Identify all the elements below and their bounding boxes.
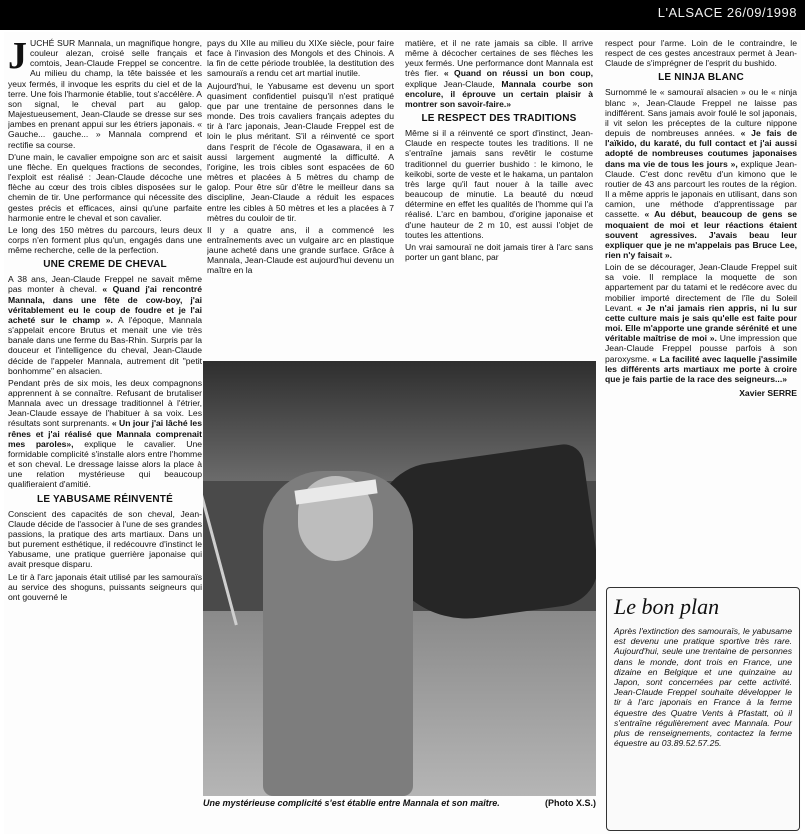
subheading-ninja-blanc: LE NINJA BLANC [658, 72, 744, 84]
text-run: explique Jean-Claude, [405, 78, 495, 89]
text-run: A 38 ans, Jean-Claude Freppel ne savait même pas monter à cheval. [8, 274, 202, 295]
paragraph [8, 274, 202, 376]
subheading-creme-de-cheval: UNE CREME DE CHEVAL [43, 259, 167, 271]
source-date-stamp: L'ALSACE 26/09/1998 [657, 5, 797, 20]
paragraph [605, 87, 797, 260]
subheading-respect-traditions: LE RESPECT DES TRADITIONS [421, 113, 577, 125]
photo-caption [203, 798, 596, 809]
text-run: Loin de se décourager, Jean-Claude Freppel suit sa voie. Il remplace la moquette de son appartement par du tatami et le redécore avec du mobilier importé directement de l'île du Soleil Levant. [605, 262, 797, 313]
column-1 [8, 38, 202, 838]
paragraph: Aujourd'hui, le Yabusame est devenu un sport quasiment confidentiel puisqu'il n'est pratiqué que par une trentaine de personnes dans le monde. Des trois cavaliers français adeptes du tir à l'arc japonais, Jean-Claude Freppel est de loin le plus méritant. S'il a réinventé ce sport dans l'esprit de l'école de Ogasawara, il en a aussi largement augmenté la difficulté. A l'origine, les trois cibles sont espacées de 60 mètres et placées à 5 mètres du champ de galop. Pour être sûr d'être le meilleur dans sa discipline, Jean-Claude a réduit les espaces entre les cibles à 50 mètres et les a placées à 7 mètres du couloir de tir. [207, 80, 394, 223]
caption-text: Une mystérieuse complicité s'est établie entre Mannala et son maître. [203, 798, 500, 808]
paragraph: Un vrai samouraï ne doit jamais tirer à l'arc sans porter un gant blanc, par [405, 241, 593, 262]
paragraph: respect pour l'arme. Loin de le contraindre, le respect de ces gestes ancestraux permet à Jean-Claude de s'imprégner de l'esprit du bushido. [605, 38, 797, 69]
quote-run: « Un jour j'ai lâché les rênes et j'ai réalisé que Mannala comprenait mes paroles», [8, 418, 202, 449]
paragraph: D'une main, le cavalier empoigne son arc et saisit une flèche. En quelques fractions de secondes, l'exploit est réalisé : Jean-Claude décoche une flèche au cœur des trois cibles disposées sur le chemin de tir. Une performance qui nécessite des gestes précis et efficaces, ainsi qu'une parfaite harmonie entre le cheval et son cavalier. [8, 151, 202, 223]
box-text: Après l'extinction des samouraïs, le yabusame est devenu une pratique sportive très rare. Aujourd'hui, seule une trentaine de personnes dans le monde, dont trois en France, une dizaine en Belgique et une quinzaine au Japon, sont concernées par cette activité. Jean-Claude Freppel souhaite développer le tir à l'arc japonais en France à la ferme équestre des Quatre Vents à Pfastatt, où il s'entraîne régulièrement avec Mannala. Pour plus de renseignements, contactez la ferme équestre au 03.89.52.57.25. [614, 626, 792, 749]
text-run: Une impression que Jean-Claude Freppel pousse parfois à son paroxysme. [605, 333, 797, 364]
quote-run: « Quand j'ai rencontré Mannala, dans une fête de cow-boy, j'ai véritablement eu le coup de foudre et je l'ai acheté sur le champ ». [8, 284, 202, 325]
paragraph: Même si il a réinventé ce sport d'instinct, Jean-Claude en respecte toutes les traditions. Il ne s'entraîne jamais sans revêtir le costume traditionnel du guerrier bushido : le kimono, le keikobi, sorte de veste et le hakama, un pantalon très large qu'il faut nouer à la taille avec beaucoup de minutie. La beauté du nœud détermine en effet les qualités de l'homme qui l'a réalisé. L'arc en bambou, d'origine japonaise et d'une hauteur de 2 m 10, est aussi l'objet de toutes les attentions. [405, 128, 593, 240]
source-header-bar [0, 0, 805, 30]
quote-run: Mannala courbe son encolure, il éprouve un certain plaisir à montrer son savoir-faire.» [405, 78, 593, 109]
sidebar-box-bon-plan [606, 587, 800, 831]
column-2 [207, 38, 394, 358]
quote-run: « Je fais de l'aïkido, du karaté, du full contact et j'ai aussi adopté de nombreuses coutumes japonaises dans ma vie de tous les jours », [605, 128, 797, 169]
quote-run: « La facilité avec laquelle j'assimile les différents arts martiaux me porte à croire que je fais partie de la race des seigneurs...» [605, 353, 797, 384]
paragraph: pays du XIIe au milieu du XIXe siècle, pour faire face à l'invasion des Mongols et des Chinois. A la fin de cette période troublée, la destitution des samouraïs a rendu cet art martial inutile. [207, 38, 394, 79]
text-run: explique Jean-Claude. C'est donc revêtu d'un kimono que le routier de 43 ans parcourt les routes de la région. Il a même appris le japonais en utilisant, dans son camion, une méthode d'apprentissage par cassette. [605, 158, 797, 220]
text-run: Surnommé le « samouraï alsacien » ou le « ninja blanc », Jean-Claude Freppel ne laisse pas indifférent. Sans jamais avoir foulé le sol japonais, il vit selon les préceptes de la culture nippone depuis de nombreuses années. [605, 87, 797, 139]
text-run: A l'époque, Mannala s'appelait encore Brutus et menait une vie très banale dans une ferme du Bas-Rhin. Surpris par la douceur et l'intelligence du cheval, Jean-Claude décide de l'appeler Mannala, autrement dit "petit bonhomme" en alsacien. [8, 314, 202, 376]
article-photo [203, 361, 596, 796]
author-byline: Xavier SERRE [739, 388, 797, 398]
paragraph: Conscient des capacités de son cheval, Jean-Claude décide de l'associer à l'une de ses grandes passions, la pratique des arts martiaux. Dans un but purement esthétique, il redécouvre d'instinct le Yabusame, une pratique guerrière japonaise qui avait presque disparu. [8, 508, 202, 570]
quote-run: « Quand on réussi un bon coup, [443, 68, 593, 79]
paragraph: Le tir à l'arc japonais était utilisé par les samouraïs au service des shoguns, puissants seigneurs qui ont gouverné le [8, 571, 202, 602]
drop-cap: J [8, 38, 27, 77]
paragraph [8, 378, 202, 490]
paragraph: Le long des 150 mètres du parcours, leurs deux corps n'en forment plus qu'un, engagés dans une même recherche, celle de la perfection. [8, 224, 202, 256]
box-title: Le bon plan [614, 594, 720, 619]
text-run: matière, et il ne rate jamais sa cible. Il arrive même à décocher certaines de ses flèches les yeux fermés. Une performance dont Mannala est très fier. [405, 38, 593, 79]
column-3 [405, 38, 593, 358]
quote-run: « Au début, beaucoup de gens se moquaient de moi et leur réactions étaient souvent agressives. J'avais beau leur expliquer que je ne m'appelais pas Bruce Lee, rien n'y faisait ». [605, 209, 797, 260]
newspaper-clipping [4, 32, 801, 834]
lead-text: UCHÉ SUR Mannala, un magnifique hongre, couleur alezan, croisé selle français et comtois, Jean-Claude Freppel se concentre. Au milieu du champ, la tête baissée et les yeux fermés, il invoque les esprits du ciel et de la terre. Une fois l'harmonie établie, tout s'accélère. A son signal, le cheval part au galop. Majestueusement, Jean-Claude se dresse sur ses jambes en prenant appui sur les étriers japonais. « Gauche... gauche... » Mannala comprend et rectifie sa course. [8, 38, 202, 150]
subheading-yabusame: LE YABUSAME RÉINVENTÉ [37, 493, 173, 505]
text-run: explique le cavalier. Une formidable complicité s'installe alors entre l'homme et son cheval. Le dressage laisse alors la place à une relation mystérieuse qui beaucoup qualifieraient d'amitié. [8, 438, 202, 490]
photo-credit: (Photo X.S.) [545, 798, 596, 808]
lead-paragraph [8, 38, 202, 150]
quote-run: « Je n'ai jamais rien appris, ni lu sur cette culture mais je sais qu'elle est faite pour moi. Elle m'apporte une grande sérénité et une véritable maîtrise de moi ». [605, 302, 797, 344]
paragraph [405, 38, 593, 109]
paragraph [605, 262, 797, 384]
text-run: Pendant près de six mois, les deux compagnons apprennent à se connaître. Refusant de brutaliser Mannala avec un dressage traditionnel à l'étrier, Jean-Claude essaye de l'habituer à sa voix. Les résultats sont surprenants. [8, 377, 202, 429]
column-4 [605, 38, 797, 558]
paragraph: Il y a quatre ans, il a commencé les entraînements avec un vulgaire arc en plastique jaune acheté dans une grande surface. Grâce à Mannala, Jean-Claude est aujourd'hui devenu un maître en la [207, 224, 394, 276]
